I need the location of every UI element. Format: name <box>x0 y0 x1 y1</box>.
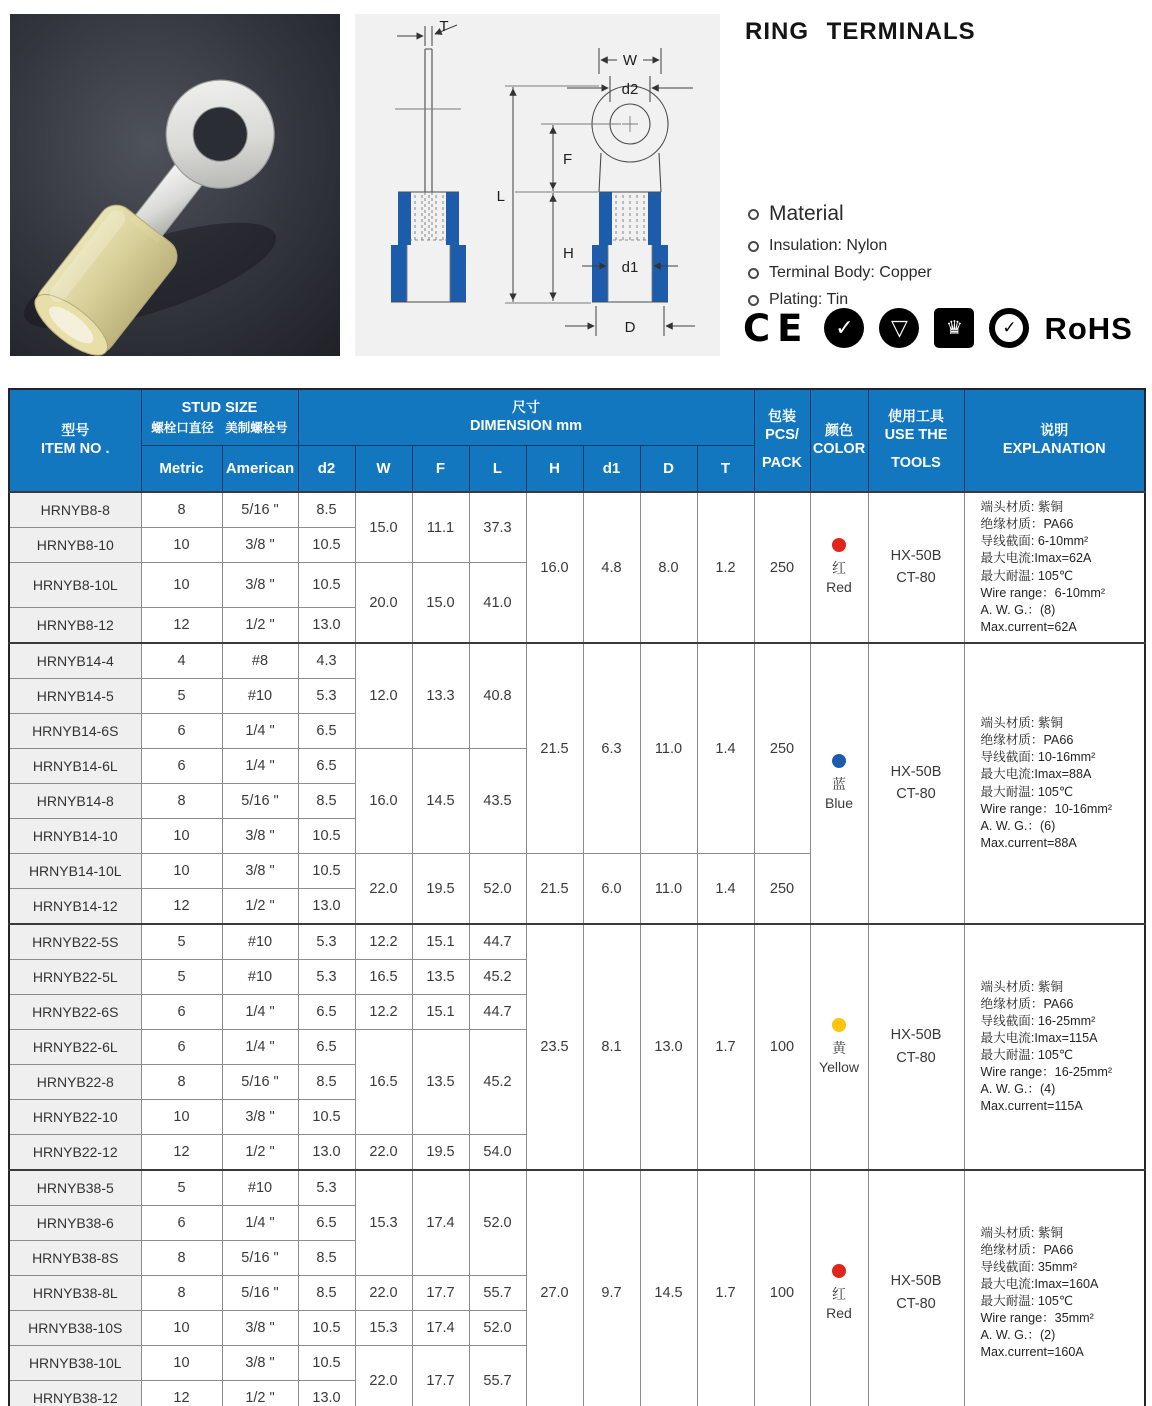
value-cell: 55.7 <box>469 1276 526 1311</box>
value-cell: 13.0 <box>298 1135 355 1171</box>
value-cell: 1.4 <box>697 854 754 925</box>
material-list <box>748 202 932 318</box>
value-cell: 52.0 <box>469 1170 526 1276</box>
header-pcs-pack: 包装 PCS/ PACK <box>754 389 810 492</box>
value-cell: 15.3 <box>355 1170 412 1276</box>
value-cell: 5 <box>141 679 222 714</box>
color-dot-icon <box>832 1264 846 1278</box>
explanation-line: Wire range：35mm² <box>980 1311 1094 1326</box>
insulation-shapes <box>391 192 668 302</box>
header-dimension: 尺寸 DIMENSION mm <box>298 389 754 446</box>
value-cell: 10 <box>141 819 222 854</box>
item-no-cell: HRNYB38-8S <box>9 1241 141 1276</box>
value-cell: 8.5 <box>298 784 355 819</box>
header-explanation: 说明 EXPLANATION <box>964 389 1145 492</box>
product-photo <box>10 14 340 356</box>
page-title: RING TERMINALS <box>745 18 976 45</box>
value-cell: 11.1 <box>412 492 469 563</box>
header-item-no: 型号 ITEM NO . <box>9 389 141 492</box>
material-heading-label: Material <box>769 202 844 225</box>
item-no-cell: HRNYB22-5L <box>9 960 141 995</box>
value-cell: 8.1 <box>583 924 640 1170</box>
value-cell: 10.5 <box>298 1311 355 1346</box>
header-stud-zh-metric: 螺栓口直径 <box>151 421 214 436</box>
value-cell: 4.8 <box>583 492 640 643</box>
value-cell: 12 <box>141 608 222 644</box>
pcs-pack-cell: 250 <box>754 854 810 925</box>
value-cell: 22.0 <box>355 1276 412 1311</box>
sgs-check-badge-icon: ✓ <box>989 308 1029 348</box>
item-no-cell: HRNYB38-10L <box>9 1346 141 1381</box>
item-no-cell: HRNYB8-10 <box>9 528 141 563</box>
value-cell: 5/16 " <box>222 1065 298 1100</box>
dim-label-h: H <box>563 245 574 262</box>
item-no-cell: HRNYB14-12 <box>9 889 141 925</box>
value-cell: 55.7 <box>469 1346 526 1406</box>
dimension-labels <box>439 18 638 336</box>
value-cell: 17.7 <box>412 1276 469 1311</box>
value-cell: 1/4 " <box>222 714 298 749</box>
header-col-d2: d2 <box>298 446 355 493</box>
rohs-logo: RoHS <box>1044 310 1133 346</box>
value-cell: 10.5 <box>298 819 355 854</box>
item-no-cell: HRNYB14-6L <box>9 749 141 784</box>
value-cell: 40.8 <box>469 643 526 749</box>
value-cell: 10.5 <box>298 528 355 563</box>
dim-label-t: T <box>439 18 449 35</box>
value-cell: 12.0 <box>355 643 412 749</box>
value-cell: 5.3 <box>298 679 355 714</box>
value-cell: 10 <box>141 1346 222 1381</box>
value-cell: 13.0 <box>298 608 355 644</box>
value-cell: 15.1 <box>412 995 469 1030</box>
color-label: Red <box>826 1304 852 1321</box>
spec-table-body <box>9 492 1145 1406</box>
value-cell: 5/16 " <box>222 492 298 528</box>
explanation-cell <box>964 924 1145 1170</box>
header-col-l: L <box>469 446 526 493</box>
color-label: Yellow <box>819 1058 859 1075</box>
value-cell: 1/2 " <box>222 889 298 925</box>
tool-name: HX-50B <box>890 763 942 780</box>
material-item-insulation <box>748 237 932 255</box>
value-cell: 5.3 <box>298 1170 355 1206</box>
color-cell <box>810 924 868 1170</box>
tool-name: CT-80 <box>896 786 936 802</box>
value-cell: 8.5 <box>298 1065 355 1100</box>
value-cell: 44.7 <box>469 995 526 1030</box>
value-cell: 17.4 <box>412 1311 469 1346</box>
item-no-cell: HRNYB14-5 <box>9 679 141 714</box>
explanation-line: Max.current=62A <box>980 619 1077 634</box>
value-cell: 10.5 <box>298 563 355 608</box>
tools-cell <box>868 492 964 643</box>
value-cell: 10 <box>141 1100 222 1135</box>
value-cell: #10 <box>222 924 298 960</box>
item-no-cell: HRNYB38-6 <box>9 1206 141 1241</box>
value-cell: 5.3 <box>298 960 355 995</box>
explanation-line: 导线截面: 6-10mm² <box>980 534 1089 549</box>
item-no-cell: HRNYB38-12 <box>9 1381 141 1406</box>
explanation-line: 最大电流:Imax=88A <box>980 767 1092 782</box>
explanation-line: 最大耐温: 105℃ <box>980 1294 1074 1308</box>
value-cell: 20.0 <box>355 563 412 644</box>
table-row <box>9 924 1145 960</box>
value-cell: 6 <box>141 995 222 1030</box>
value-cell: 1/2 " <box>222 1381 298 1406</box>
table-row <box>9 492 1145 528</box>
explanation-line: 端头材质: 紫铜 <box>980 716 1064 730</box>
value-cell: 1.7 <box>697 1170 754 1406</box>
value-cell: 1/4 " <box>222 1030 298 1065</box>
item-no-cell: HRNYB8-8 <box>9 492 141 528</box>
dimension-diagram <box>355 14 720 356</box>
value-cell: 1/2 " <box>222 1135 298 1171</box>
value-cell: 41.0 <box>469 563 526 644</box>
value-cell: 15.1 <box>412 924 469 960</box>
color-dot-icon <box>832 538 846 552</box>
explanation-line: 最大耐温: 105℃ <box>980 1048 1074 1062</box>
value-cell: 6.5 <box>298 1206 355 1241</box>
value-cell: 9.7 <box>583 1170 640 1406</box>
value-cell: 5/16 " <box>222 784 298 819</box>
material-item-label: Insulation: Nylon <box>769 237 888 254</box>
tools-cell <box>868 924 964 1170</box>
explanation-line: A. W. G.：(6) <box>980 818 1056 833</box>
spec-table-wrap <box>8 388 1144 1406</box>
dim-label-l: L <box>496 188 505 205</box>
explanation-cell <box>964 643 1145 924</box>
explanation-line: Max.current=160A <box>980 1345 1084 1360</box>
material-heading <box>748 202 932 226</box>
explanation-line: Wire range：6-10mm² <box>980 585 1106 600</box>
header-metric: Metric <box>141 446 222 493</box>
explanation-line: 端头材质: 紫铜 <box>980 500 1064 514</box>
value-cell: 13.0 <box>298 1381 355 1406</box>
explanation-line: 绝缘材质：PA66 <box>980 517 1074 532</box>
value-cell: 22.0 <box>355 1346 412 1406</box>
bsi-kite-badge-icon: ▽ <box>879 308 919 348</box>
item-no-cell: HRNYB22-8 <box>9 1065 141 1100</box>
color-dot-icon <box>832 1018 846 1032</box>
value-cell: 11.0 <box>640 854 697 925</box>
explanation-line: 端头材质: 紫铜 <box>980 979 1064 994</box>
value-cell: 5/16 " <box>222 1276 298 1311</box>
value-cell: 22.0 <box>355 1135 412 1171</box>
item-no-cell: HRNYB22-10 <box>9 1100 141 1135</box>
value-cell: 45.2 <box>469 960 526 995</box>
header-tools: 使用工具 USE THE TOOLS <box>868 389 964 492</box>
value-cell: 10.5 <box>298 854 355 889</box>
value-cell: 16.0 <box>355 749 412 854</box>
value-cell: 6.5 <box>298 995 355 1030</box>
explanation-line: 绝缘材质：PA66 <box>980 996 1074 1011</box>
value-cell: 8.5 <box>298 1276 355 1311</box>
item-no-cell: HRNYB22-6L <box>9 1030 141 1065</box>
value-cell: 12.2 <box>355 924 412 960</box>
value-cell: 10.5 <box>298 1100 355 1135</box>
tool-name: HX-50B <box>890 1027 942 1044</box>
tool-name: CT-80 <box>896 1049 936 1066</box>
dim-label-f: F <box>563 151 573 168</box>
header-stud-zh-american: 美制螺栓号 <box>225 421 288 436</box>
color-label: 黄 <box>832 1039 846 1056</box>
value-cell: 10.5 <box>298 1346 355 1381</box>
tool-name: HX-50B <box>890 1273 942 1290</box>
pcs-pack-cell: 100 <box>754 1170 810 1406</box>
header-color: 颜色 COLOR <box>810 389 868 492</box>
value-cell: 1/4 " <box>222 995 298 1030</box>
value-cell: 3/8 " <box>222 1311 298 1346</box>
header-col-h: H <box>526 446 583 493</box>
item-no-cell: HRNYB22-6S <box>9 995 141 1030</box>
value-cell: 17.7 <box>412 1346 469 1406</box>
value-cell: #10 <box>222 679 298 714</box>
item-no-cell: HRNYB38-10S <box>9 1311 141 1346</box>
explanation-line: 导线截面: 10-16mm² <box>980 750 1096 765</box>
quality-check-badge-icon: ✓ <box>824 308 864 348</box>
value-cell: 12 <box>141 889 222 925</box>
value-cell: 10 <box>141 563 222 608</box>
value-cell: 13.5 <box>412 1030 469 1135</box>
value-cell: 27.0 <box>526 1170 583 1406</box>
table-row <box>9 643 1145 679</box>
value-cell: 13.5 <box>412 960 469 995</box>
dimension-diagram-panel <box>355 14 720 356</box>
pcs-pack-cell: 100 <box>754 924 810 1170</box>
value-cell: 1/4 " <box>222 1206 298 1241</box>
value-cell: 1.2 <box>697 492 754 643</box>
item-no-cell: HRNYB38-8L <box>9 1276 141 1311</box>
explanation-line: 导线截面: 16-25mm² <box>980 1013 1096 1028</box>
value-cell: 1/4 " <box>222 749 298 784</box>
value-cell: 16.0 <box>526 492 583 643</box>
value-cell: #10 <box>222 1170 298 1206</box>
certification-logos <box>743 308 1133 348</box>
explanation-line: 绝缘材质：PA66 <box>980 733 1074 748</box>
dimension-lines <box>397 25 695 336</box>
value-cell: 16.5 <box>355 1030 412 1135</box>
explanation-line: Wire range：16-25mm² <box>980 1065 1113 1080</box>
item-no-cell: HRNYB14-10 <box>9 819 141 854</box>
value-cell: 11.0 <box>640 643 697 854</box>
value-cell: 6 <box>141 1030 222 1065</box>
header-col-d: D <box>640 446 697 493</box>
bullet-icon <box>748 209 759 220</box>
value-cell: 3/8 " <box>222 1100 298 1135</box>
value-cell: 19.5 <box>412 854 469 925</box>
value-cell: 13.0 <box>640 924 697 1170</box>
explanation-line: 最大电流:Imax=62A <box>980 551 1092 566</box>
value-cell: 14.5 <box>412 749 469 854</box>
value-cell: 14.5 <box>640 1170 697 1406</box>
value-cell: 43.5 <box>469 749 526 854</box>
value-cell: 45.2 <box>469 1030 526 1135</box>
value-cell: 10 <box>141 1311 222 1346</box>
color-label: Red <box>826 579 852 595</box>
explanation-line: 最大电流:Imax=160A <box>980 1276 1099 1291</box>
color-label: 红 <box>832 1285 846 1302</box>
ring-terminal-photo-art <box>10 14 340 356</box>
item-no-cell: HRNYB22-12 <box>9 1135 141 1171</box>
header-col-t: T <box>697 446 754 493</box>
value-cell: 1/2 " <box>222 608 298 644</box>
value-cell: 6 <box>141 749 222 784</box>
explanation-cell <box>964 492 1145 643</box>
value-cell: 5.3 <box>298 924 355 960</box>
explanation-line: A. W. G.：(8) <box>980 602 1056 617</box>
color-dot-icon <box>832 754 846 768</box>
value-cell: #8 <box>222 643 298 679</box>
value-cell: 21.5 <box>526 643 583 854</box>
value-cell: 3/8 " <box>222 1346 298 1381</box>
pcs-pack-cell: 250 <box>754 492 810 643</box>
bullet-icon <box>748 295 759 306</box>
color-label: 红 <box>832 560 846 577</box>
value-cell: 8.0 <box>640 492 697 643</box>
explanation-line: 最大耐温: 105℃ <box>980 568 1074 583</box>
value-cell: 1.4 <box>697 643 754 854</box>
value-cell: 54.0 <box>469 1135 526 1171</box>
value-cell: 3/8 " <box>222 854 298 889</box>
color-cell <box>810 492 868 643</box>
value-cell: 13.0 <box>298 889 355 925</box>
material-item-label: Plating: Tin <box>769 291 849 308</box>
header-col-w: W <box>355 446 412 493</box>
value-cell: 4.3 <box>298 643 355 679</box>
value-cell: 15.3 <box>355 1311 412 1346</box>
header-col-f: F <box>412 446 469 493</box>
value-cell: 12.2 <box>355 995 412 1030</box>
value-cell: 15.0 <box>355 492 412 563</box>
item-no-cell: HRNYB14-4 <box>9 643 141 679</box>
value-cell: 5 <box>141 924 222 960</box>
explanation-line: 最大电流:Imax=115A <box>980 1030 1098 1045</box>
value-cell: 6.5 <box>298 749 355 784</box>
value-cell: 23.5 <box>526 924 583 1170</box>
header-stud-size: STUD SIZE 螺栓口直径 美制螺栓号 <box>141 389 298 446</box>
value-cell: 5/16 " <box>222 1241 298 1276</box>
tool-name: CT-80 <box>896 1295 936 1312</box>
value-cell: 8 <box>141 784 222 819</box>
value-cell: 16.5 <box>355 960 412 995</box>
bullet-icon <box>748 268 759 279</box>
explanation-line: Max.current=115A <box>980 1099 1083 1114</box>
dim-label-d: D <box>624 319 636 336</box>
value-cell: 8 <box>141 492 222 528</box>
item-no-cell: HRNYB14-8 <box>9 784 141 819</box>
explanation-line: Wire range：10-16mm² <box>980 801 1113 816</box>
item-no-cell: HRNYB22-5S <box>9 924 141 960</box>
color-cell <box>810 1170 868 1406</box>
value-cell: 12 <box>141 1135 222 1171</box>
item-no-cell: HRNYB14-6S <box>9 714 141 749</box>
value-cell: 21.5 <box>526 854 583 925</box>
value-cell: 12 <box>141 1381 222 1406</box>
tools-cell <box>868 643 964 924</box>
value-cell: 8 <box>141 1241 222 1276</box>
value-cell: 5 <box>141 1170 222 1206</box>
tool-name: CT-80 <box>896 570 936 586</box>
pcs-pack-cell: 250 <box>754 643 810 854</box>
material-item-label: Terminal Body: Copper <box>769 264 932 281</box>
color-label: 蓝 <box>832 776 846 793</box>
header-col-d1: d1 <box>583 446 640 493</box>
material-item-body <box>748 264 932 282</box>
reference-lines <box>395 86 652 303</box>
value-cell: 8.5 <box>298 1241 355 1276</box>
item-no-cell: HRNYB8-10L <box>9 563 141 608</box>
spec-table-header <box>9 389 1145 492</box>
explanation-line: A. W. G.：(2) <box>980 1328 1056 1343</box>
value-cell: 15.0 <box>412 563 469 644</box>
dim-label-d1: d1 <box>621 259 639 276</box>
value-cell: 6.5 <box>298 714 355 749</box>
table-row <box>9 1170 1145 1206</box>
value-cell: 19.5 <box>412 1135 469 1171</box>
explanation-line: 最大耐温: 105℃ <box>980 784 1074 799</box>
dim-label-d2: d2 <box>621 81 639 98</box>
explanation-cell <box>964 1170 1145 1406</box>
tools-cell <box>868 1170 964 1406</box>
color-label: Blue <box>824 795 854 811</box>
value-cell: 6.0 <box>583 854 640 925</box>
value-cell: 13.3 <box>412 643 469 749</box>
value-cell: 4 <box>141 643 222 679</box>
spec-table <box>8 388 1146 1406</box>
value-cell: 17.4 <box>412 1170 469 1276</box>
header-american: American <box>222 446 298 493</box>
vde-crown-badge-icon: ♛ <box>934 308 974 348</box>
value-cell: 8 <box>141 1276 222 1311</box>
value-cell: #10 <box>222 960 298 995</box>
item-no-cell: HRNYB8-12 <box>9 608 141 644</box>
explanation-line: 端头材质: 紫铜 <box>980 1225 1064 1240</box>
value-cell: 10 <box>141 854 222 889</box>
value-cell: 37.3 <box>469 492 526 563</box>
tool-name: HX-50B <box>890 547 942 564</box>
explanation-line: Max.current=88A <box>980 835 1077 850</box>
value-cell: 52.0 <box>469 1311 526 1346</box>
ce-mark-logo: CE <box>743 306 810 350</box>
value-cell: 1.7 <box>697 924 754 1170</box>
explanation-line: A. W. G.：(4) <box>980 1082 1056 1097</box>
item-no-cell: HRNYB38-5 <box>9 1170 141 1206</box>
value-cell: 6.5 <box>298 1030 355 1065</box>
explanation-line: 导线截面: 35mm² <box>980 1259 1078 1274</box>
dim-label-w: W <box>622 52 638 69</box>
value-cell: 3/8 " <box>222 563 298 608</box>
value-cell: 22.0 <box>355 854 412 925</box>
value-cell: 8 <box>141 1065 222 1100</box>
explanation-line: 绝缘材质：PA66 <box>980 1242 1074 1257</box>
value-cell: 8.5 <box>298 492 355 528</box>
item-no-cell: HRNYB14-10L <box>9 854 141 889</box>
value-cell: 3/8 " <box>222 819 298 854</box>
color-cell <box>810 643 868 924</box>
value-cell: 6 <box>141 714 222 749</box>
value-cell: 10 <box>141 528 222 563</box>
value-cell: 5 <box>141 960 222 995</box>
value-cell: 6 <box>141 1206 222 1241</box>
bullet-icon <box>748 241 759 252</box>
value-cell: 6.3 <box>583 643 640 854</box>
value-cell: 44.7 <box>469 924 526 960</box>
value-cell: 3/8 " <box>222 528 298 563</box>
value-cell: 52.0 <box>469 854 526 925</box>
